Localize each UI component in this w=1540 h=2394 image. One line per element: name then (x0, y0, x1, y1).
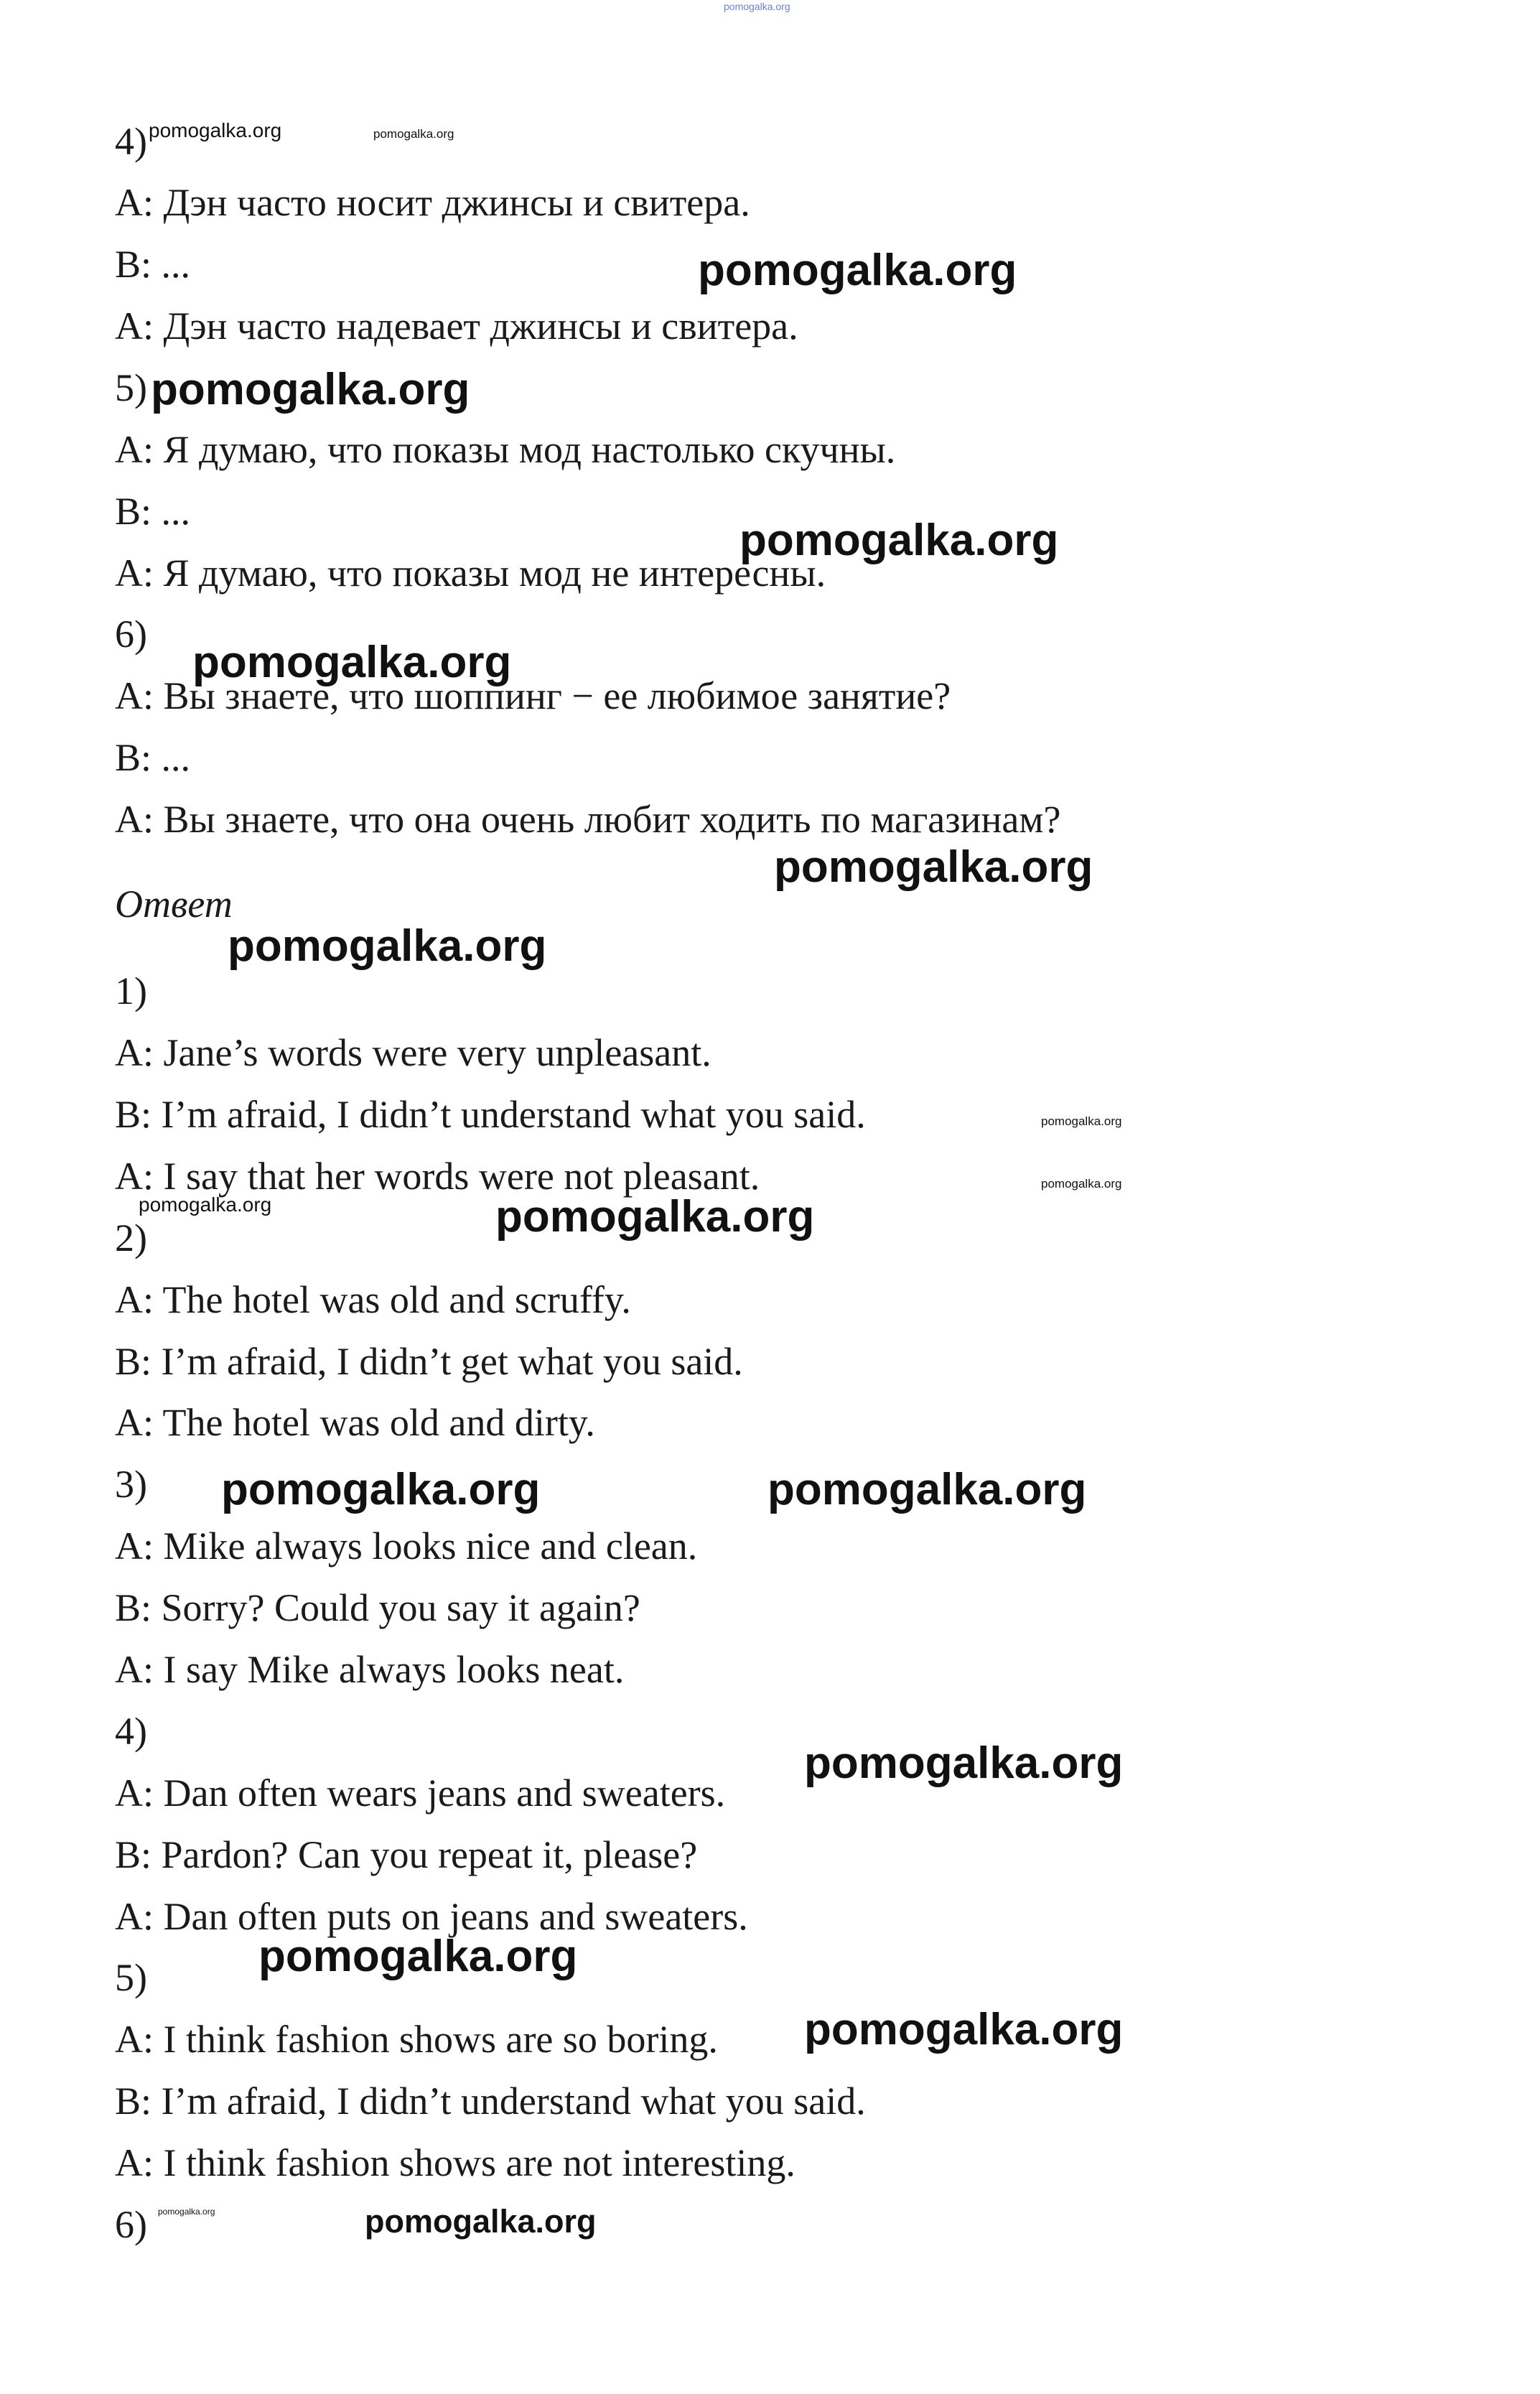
watermark: pomogalka.org (495, 1192, 815, 1242)
watermark: pomogalka.org (151, 365, 470, 414)
watermark: pomogalka.org (192, 638, 512, 687)
answer-3-line-a2: A: I say Mike always looks neat. (115, 1648, 625, 1691)
answer-4-line-a1: A: Dan often wears jeans and sweaters. (115, 1771, 726, 1815)
watermark: pomogalka.org (1041, 1114, 1122, 1128)
question-5-line-a1: А: Я думаю, что показы мод настолько скучны. (115, 428, 896, 471)
question-5-line-a2: А: Я думаю, что показы мод не интересны. (115, 551, 826, 595)
watermark: pomogalka.org (365, 2203, 597, 2240)
question-6-line-b: В: ... (115, 736, 191, 779)
answer-6-label: 6) (115, 2203, 147, 2246)
answer-2-line-a1: A: The hotel was old and scruffy. (115, 1278, 631, 1321)
question-5-line-b: В: ... (115, 490, 191, 533)
answer-1-line-b: B: I’m afraid, I didn’t understand what you said. (115, 1093, 866, 1136)
watermark: pomogalka.org (739, 516, 1059, 565)
answer-2-line-a2: A: The hotel was old and dirty. (115, 1401, 595, 1444)
watermark: pomogalka.org (258, 1932, 578, 1981)
watermark-top: pomogalka.org (724, 1, 790, 12)
answer-5-line-b: B: I’m afraid, I didn’t understand what you said. (115, 2079, 866, 2123)
watermark: pomogalka.org (804, 1738, 1124, 1788)
answer-1-label: 1) (115, 969, 147, 1012)
answer-1-line-a2: A: I say that her words were not pleasant. (115, 1155, 760, 1198)
question-4-line-b: В: ... (115, 243, 191, 286)
question-6-line-a1: А: Вы знаете, что шоппинг − ее любимое занятие? (115, 674, 951, 717)
question-5-label: 5) (115, 366, 147, 409)
answer-4-line-a2: A: Dan often puts on jeans and sweaters. (115, 1895, 748, 1938)
watermark: pomogalka.org (221, 1465, 541, 1514)
answer-2-line-b: B: I’m afraid, I didn’t get what you said. (115, 1340, 743, 1383)
watermark: pomogalka.org (158, 2207, 215, 2217)
question-6-label: 6) (115, 613, 147, 656)
answer-5-line-a2: A: I think fashion shows are not interesting. (115, 2141, 795, 2184)
answer-5-line-a1: A: I think fashion shows are so boring. (115, 2018, 718, 2061)
watermark: pomogalka.org (373, 127, 454, 141)
watermark: pomogalka.org (149, 119, 282, 141)
question-4-label: 4) (115, 120, 147, 163)
answer-4-label: 4) (115, 1710, 147, 1753)
answer-3-line-a1: A: Mike always looks nice and clean. (115, 1524, 698, 1568)
answer-5-label: 5) (115, 1956, 147, 1999)
answer-1-line-a1: A: Jane’s words were very unpleasant. (115, 1031, 711, 1074)
answer-3-label: 3) (115, 1463, 147, 1506)
answer-3-line-b: B: Sorry? Could you say it again? (115, 1586, 640, 1629)
watermark: pomogalka.org (698, 246, 1017, 295)
question-4-line-a2: А: Дэн часто надевает джинсы и свитера. (115, 304, 798, 348)
watermark: pomogalka.org (1041, 1177, 1122, 1191)
answer-4-line-b: B: Pardon? Can you repeat it, please? (115, 1833, 698, 1876)
watermark: pomogalka.org (774, 842, 1093, 892)
watermark: pomogalka.org (228, 921, 547, 971)
question-4-line-a1: А: Дэн часто носит джинсы и свитера. (115, 181, 750, 224)
watermark: pomogalka.org (767, 1465, 1087, 1514)
answer-2-label: 2) (115, 1216, 147, 1259)
question-6-line-a2: А: Вы знаете, что она очень любит ходить по магазинам? (115, 798, 1061, 841)
answer-heading: Ответ (115, 882, 233, 926)
watermark: pomogalka.org (804, 2005, 1124, 2054)
watermark: pomogalka.org (139, 1193, 272, 1216)
